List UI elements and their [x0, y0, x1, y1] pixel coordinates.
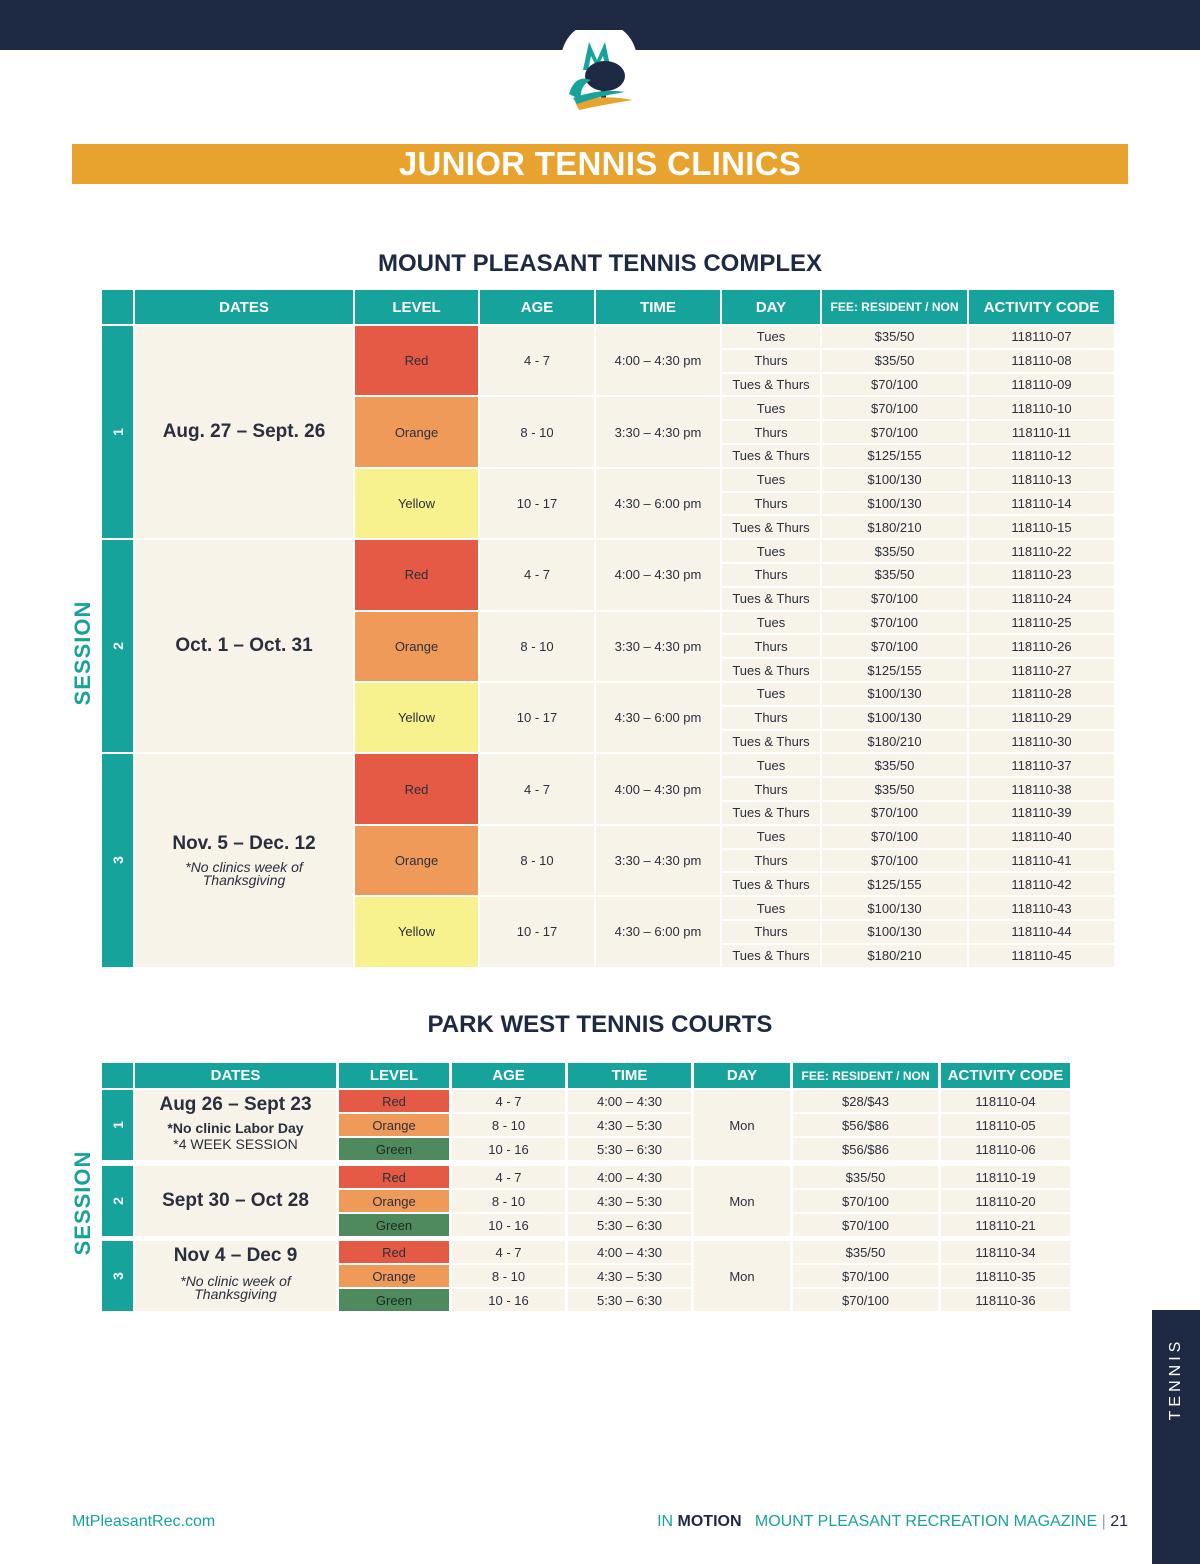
activity-code-cell: 118110-41	[969, 850, 1114, 872]
session-number: 3	[102, 754, 133, 966]
time-cell: 5:30 – 6:30	[568, 1289, 691, 1311]
day-cell: Tues	[722, 540, 820, 562]
session-note: *4 WEEK SESSION	[173, 1136, 298, 1152]
day-cell: Thurs	[722, 421, 820, 443]
time-cell: 4:30 – 6:00 pm	[596, 469, 720, 538]
column-header: FEE: RESIDENT / NON	[822, 290, 967, 324]
header-corner	[102, 290, 133, 324]
parkwest-session-label: SESSION	[70, 1150, 95, 1256]
time-cell: 4:30 – 5:30	[568, 1190, 691, 1212]
activity-code-cell: 118110-05	[941, 1114, 1070, 1136]
column-header: DATES	[135, 1063, 336, 1088]
age-cell: 4 - 7	[480, 540, 594, 609]
time-cell: 4:00 – 4:30	[568, 1241, 691, 1263]
day-cell: Thurs	[722, 850, 820, 872]
age-cell: 10 - 16	[452, 1138, 565, 1160]
activity-code-cell: 118110-06	[941, 1138, 1070, 1160]
fee-cell: $180/210	[822, 731, 967, 753]
day-cell: Tues & Thurs	[722, 731, 820, 753]
age-cell: 4 - 7	[452, 1241, 565, 1263]
day-cell: Tues	[722, 397, 820, 419]
activity-code-cell: 118110-13	[969, 469, 1114, 491]
mount-pleasant-tree-logo-icon	[555, 30, 643, 116]
day-cell: Tues	[722, 683, 820, 705]
page-title-banner: JUNIOR TENNIS CLINICS	[72, 144, 1128, 184]
session-dates-text: Nov 4 – Dec 9	[173, 1245, 298, 1266]
session-note: *No clinics week of Thanksgiving	[185, 859, 303, 889]
footer-magazine-name: MOUNT PLEASANT RECREATION MAGAZINE	[754, 1513, 1098, 1530]
column-header: DAY	[694, 1063, 790, 1088]
fee-cell: $70/100	[793, 1265, 938, 1287]
day-cell: Thurs	[722, 707, 820, 729]
activity-code-cell: 118110-36	[941, 1289, 1070, 1311]
column-header: TIME	[568, 1063, 691, 1088]
age-cell: 8 - 10	[452, 1114, 565, 1136]
level-cell: Green	[339, 1138, 449, 1160]
time-cell: 4:00 – 4:30	[568, 1166, 691, 1188]
age-cell: 4 - 7	[452, 1166, 565, 1188]
fee-cell: $70/100	[822, 826, 967, 848]
fee-cell: $70/100	[822, 802, 967, 824]
day-cell: Tues	[722, 754, 820, 776]
day-cell: Thurs	[722, 921, 820, 943]
activity-code-cell: 118110-37	[969, 754, 1114, 776]
day-cell: Thurs	[722, 564, 820, 586]
day-cell: Tues & Thurs	[722, 374, 820, 396]
level-cell: Yellow	[355, 683, 478, 752]
day-cell: Tues & Thurs	[722, 445, 820, 467]
day-cell: Mon	[694, 1090, 790, 1160]
footer-motion: MOTION	[677, 1513, 742, 1530]
fee-cell: $100/130	[822, 683, 967, 705]
activity-code-cell: 118110-38	[969, 778, 1114, 800]
age-cell: 10 - 17	[480, 469, 594, 538]
fee-cell: $35/50	[822, 754, 967, 776]
footer-in: IN	[657, 1513, 674, 1530]
fee-cell: $100/130	[822, 493, 967, 515]
day-cell: Tues & Thurs	[722, 516, 820, 538]
age-cell: 10 - 16	[452, 1289, 565, 1311]
fee-cell: $56/$86	[793, 1114, 938, 1136]
column-header: LEVEL	[355, 290, 478, 324]
fee-cell: $180/210	[822, 516, 967, 538]
day-cell: Tues	[722, 826, 820, 848]
column-header: DATES	[135, 290, 353, 324]
fee-cell: $56/$86	[793, 1138, 938, 1160]
fee-cell: $70/100	[822, 397, 967, 419]
session-note: *No clinic week of Thanksgiving	[180, 1273, 291, 1302]
fee-cell: $70/100	[822, 612, 967, 634]
activity-code-cell: 118110-25	[969, 612, 1114, 634]
day-cell: Thurs	[722, 635, 820, 657]
fee-cell: $35/50	[793, 1241, 938, 1263]
session-number: 1	[102, 1090, 133, 1160]
fee-cell: $35/50	[822, 326, 967, 348]
time-cell: 3:30 – 4:30 pm	[596, 397, 720, 466]
level-cell: Red	[339, 1090, 449, 1112]
time-cell: 4:00 – 4:30	[568, 1090, 691, 1112]
day-cell: Tues	[722, 469, 820, 491]
session-note: *No clinic Labor Day	[167, 1120, 304, 1136]
fee-cell: $35/50	[793, 1166, 938, 1188]
activity-code-cell: 118110-11	[969, 421, 1114, 443]
fee-cell: $100/130	[822, 469, 967, 491]
session-dates-text: Aug 26 – Sept 23	[159, 1094, 312, 1115]
time-cell: 4:00 – 4:30 pm	[596, 326, 720, 395]
parkwest-title: PARK WEST TENNIS COURTS	[427, 1011, 773, 1038]
column-header: FEE: RESIDENT / NON	[793, 1063, 938, 1088]
section-tab-label: TENNIS	[1167, 1337, 1184, 1421]
footer-magazine: IN MOTION MOUNT PLEASANT RECREATION MAGAZINE | 21	[657, 1513, 1128, 1530]
level-cell: Red	[355, 540, 478, 609]
day-cell: Mon	[694, 1166, 790, 1236]
time-cell: 4:30 – 6:00 pm	[596, 897, 720, 966]
session-dates-text: Aug. 27 – Sept. 26	[162, 421, 326, 443]
session-number: 2	[102, 1166, 133, 1236]
activity-code-cell: 118110-09	[969, 374, 1114, 396]
day-cell: Tues & Thurs	[722, 802, 820, 824]
time-cell: 4:30 – 5:30	[568, 1265, 691, 1287]
activity-code-cell: 118110-28	[969, 683, 1114, 705]
column-header: ACTIVITY CODE	[969, 290, 1114, 324]
session-dates	[135, 1241, 336, 1311]
time-cell: 4:30 – 6:00 pm	[596, 683, 720, 752]
fee-cell: $70/100	[822, 850, 967, 872]
activity-code-cell: 118110-22	[969, 540, 1114, 562]
activity-code-cell: 118110-21	[941, 1214, 1070, 1236]
level-cell: Green	[339, 1214, 449, 1236]
activity-code-cell: 118110-20	[941, 1190, 1070, 1212]
activity-code-cell: 118110-07	[969, 326, 1114, 348]
section-tab	[1152, 1310, 1200, 1564]
day-cell: Thurs	[722, 778, 820, 800]
activity-code-cell: 118110-23	[969, 564, 1114, 586]
day-cell: Thurs	[722, 493, 820, 515]
activity-code-cell: 118110-12	[969, 445, 1114, 467]
fee-cell: $70/100	[822, 588, 967, 610]
fee-cell: $70/100	[822, 374, 967, 396]
day-cell: Tues & Thurs	[722, 588, 820, 610]
column-header: LEVEL	[339, 1063, 449, 1088]
column-header: DAY	[722, 290, 820, 324]
fee-cell: $100/130	[822, 707, 967, 729]
age-cell: 10 - 16	[452, 1214, 565, 1236]
level-cell: Orange	[339, 1190, 449, 1212]
activity-code-cell: 118110-30	[969, 731, 1114, 753]
fee-cell: $70/100	[793, 1289, 938, 1311]
age-cell: 4 - 7	[480, 326, 594, 395]
activity-code-cell: 118110-24	[969, 588, 1114, 610]
age-cell: 8 - 10	[480, 612, 594, 681]
day-cell: Tues	[722, 326, 820, 348]
age-cell: 8 - 10	[452, 1190, 565, 1212]
column-header: TIME	[596, 290, 720, 324]
time-cell: 3:30 – 4:30 pm	[596, 612, 720, 681]
activity-code-cell: 118110-10	[969, 397, 1114, 419]
session-dates	[135, 1166, 336, 1236]
activity-code-cell: 118110-19	[941, 1166, 1070, 1188]
age-cell: 4 - 7	[452, 1090, 565, 1112]
page-number: 21	[1110, 1513, 1128, 1530]
activity-code-cell: 118110-04	[941, 1090, 1070, 1112]
time-cell: 4:00 – 4:30 pm	[596, 540, 720, 609]
session-dates	[135, 1090, 336, 1160]
activity-code-cell: 118110-14	[969, 493, 1114, 515]
level-cell: Orange	[355, 826, 478, 895]
activity-code-cell: 118110-35	[941, 1265, 1070, 1287]
fee-cell: $70/100	[793, 1214, 938, 1236]
age-cell: 8 - 10	[452, 1265, 565, 1287]
age-cell: 4 - 7	[480, 754, 594, 823]
fee-cell: $180/210	[822, 945, 967, 967]
session-number: 3	[102, 1241, 133, 1311]
fee-cell: $70/100	[822, 421, 967, 443]
day-cell: Thurs	[722, 350, 820, 372]
level-cell: Red	[355, 326, 478, 395]
column-header: AGE	[452, 1063, 565, 1088]
activity-code-cell: 118110-45	[969, 945, 1114, 967]
activity-code-cell: 118110-34	[941, 1241, 1070, 1263]
activity-code-cell: 118110-29	[969, 707, 1114, 729]
activity-code-cell: 118110-26	[969, 635, 1114, 657]
session-number: 1	[102, 326, 133, 538]
day-cell: Mon	[694, 1241, 790, 1311]
session-number: 2	[102, 540, 133, 752]
activity-code-cell: 118110-27	[969, 659, 1114, 681]
day-cell: Tues	[722, 612, 820, 634]
fee-cell: $35/50	[822, 350, 967, 372]
session-dates	[135, 540, 353, 752]
activity-code-cell: 118110-42	[969, 873, 1114, 895]
fee-cell: $125/155	[822, 873, 967, 895]
fee-cell: $35/50	[822, 564, 967, 586]
fee-cell: $35/50	[822, 778, 967, 800]
activity-code-cell: 118110-08	[969, 350, 1114, 372]
session-dates	[135, 326, 353, 538]
level-cell: Green	[339, 1289, 449, 1311]
header-corner	[102, 1063, 133, 1088]
level-cell: Yellow	[355, 897, 478, 966]
time-cell: 5:30 – 6:30	[568, 1214, 691, 1236]
level-cell: Orange	[339, 1265, 449, 1287]
activity-code-cell: 118110-44	[969, 921, 1114, 943]
time-cell: 4:30 – 5:30	[568, 1114, 691, 1136]
age-cell: 8 - 10	[480, 397, 594, 466]
activity-code-cell: 118110-43	[969, 897, 1114, 919]
level-cell: Orange	[339, 1114, 449, 1136]
session-dates-text: Oct. 1 – Oct. 31	[175, 635, 313, 657]
column-header: AGE	[480, 290, 594, 324]
level-cell: Red	[355, 754, 478, 823]
activity-code-cell: 118110-15	[969, 516, 1114, 538]
column-header: ACTIVITY CODE	[941, 1063, 1070, 1088]
age-cell: 10 - 17	[480, 683, 594, 752]
time-cell: 3:30 – 4:30 pm	[596, 826, 720, 895]
level-cell: Red	[339, 1166, 449, 1188]
level-cell: Yellow	[355, 469, 478, 538]
fee-cell: $28/$43	[793, 1090, 938, 1112]
day-cell: Tues & Thurs	[722, 945, 820, 967]
fee-cell: $70/100	[822, 635, 967, 657]
website-link[interactable]: MtPleasantRec.com	[72, 1513, 216, 1530]
day-cell: Tues & Thurs	[722, 873, 820, 895]
day-cell: Tues	[722, 897, 820, 919]
fee-cell: $100/130	[822, 897, 967, 919]
fee-cell: $70/100	[793, 1190, 938, 1212]
session-dates-text: Sept 30 – Oct 28	[162, 1190, 309, 1211]
complex-title: MOUNT PLEASANT TENNIS COMPLEX	[377, 250, 822, 277]
fee-cell: $100/130	[822, 921, 967, 943]
session-dates	[135, 754, 353, 966]
level-cell: Orange	[355, 612, 478, 681]
fee-cell: $125/155	[822, 445, 967, 467]
fee-cell: $35/50	[822, 540, 967, 562]
time-cell: 5:30 – 6:30	[568, 1138, 691, 1160]
fee-cell: $125/155	[822, 659, 967, 681]
age-cell: 8 - 10	[480, 826, 594, 895]
level-cell: Red	[339, 1241, 449, 1263]
session-dates-text: Nov. 5 – Dec. 12	[172, 833, 316, 855]
time-cell: 4:00 – 4:30 pm	[596, 754, 720, 823]
age-cell: 10 - 17	[480, 897, 594, 966]
complex-session-label: SESSION	[70, 600, 95, 706]
activity-code-cell: 118110-40	[969, 826, 1114, 848]
level-cell: Orange	[355, 397, 478, 466]
activity-code-cell: 118110-39	[969, 802, 1114, 824]
day-cell: Tues & Thurs	[722, 659, 820, 681]
